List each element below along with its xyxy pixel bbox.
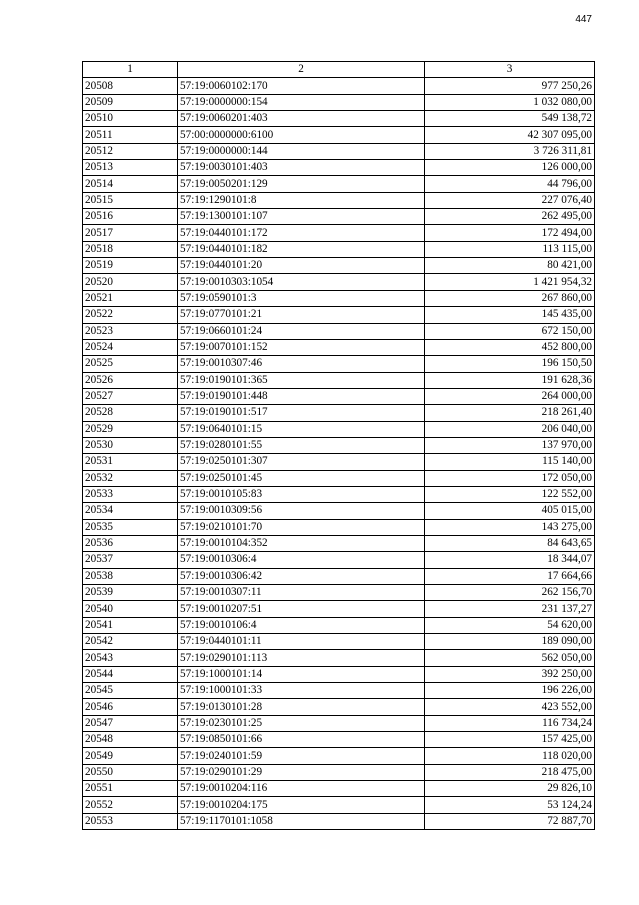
cadastral-number-cell: 57:19:0230101:25 xyxy=(178,715,425,731)
value-cell: 113 115,00 xyxy=(425,241,595,257)
table-row xyxy=(83,650,595,666)
table-row xyxy=(83,601,595,617)
value-cell: 191 628,36 xyxy=(425,372,595,388)
table-row xyxy=(83,699,595,715)
cadastral-number-cell: 57:19:0850101:66 xyxy=(178,732,425,748)
cadastral-number-cell: 57:19:0010105:83 xyxy=(178,486,425,502)
table-row xyxy=(83,307,595,323)
row-number-cell: 20517 xyxy=(83,225,178,241)
cadastral-number-cell: 57:19:0010303:1054 xyxy=(178,274,425,290)
table-row xyxy=(83,176,595,192)
value-cell: 672 150,00 xyxy=(425,323,595,339)
table-row xyxy=(83,797,595,813)
cadastral-number-cell: 57:19:0130101:28 xyxy=(178,699,425,715)
value-cell: 126 000,00 xyxy=(425,160,595,176)
table-row xyxy=(83,634,595,650)
cadastral-number-cell: 57:19:1170101:1058 xyxy=(178,813,425,829)
table-row xyxy=(83,486,595,502)
value-cell: 206 040,00 xyxy=(425,421,595,437)
row-number-cell: 20527 xyxy=(83,388,178,404)
row-number-cell: 20538 xyxy=(83,568,178,584)
table-row xyxy=(83,356,595,372)
value-cell: 562 050,00 xyxy=(425,650,595,666)
row-number-cell: 20525 xyxy=(83,356,178,372)
table-row xyxy=(83,666,595,682)
cadastral-number-cell: 57:19:0010204:175 xyxy=(178,797,425,813)
table-row xyxy=(83,585,595,601)
cadastral-number-cell: 57:19:1300101:107 xyxy=(178,209,425,225)
cadastral-number-cell: 57:19:0010307:46 xyxy=(178,356,425,372)
table-row xyxy=(83,388,595,404)
row-number-cell: 20511 xyxy=(83,127,178,143)
row-number-cell: 20547 xyxy=(83,715,178,731)
row-number-cell: 20516 xyxy=(83,209,178,225)
cadastral-number-cell: 57:19:0290101:29 xyxy=(178,764,425,780)
value-cell: 549 138,72 xyxy=(425,111,595,127)
table-row xyxy=(83,143,595,159)
table-row xyxy=(83,568,595,584)
row-number-cell: 20508 xyxy=(83,78,178,94)
value-cell: 1 421 954,32 xyxy=(425,274,595,290)
header-row xyxy=(83,62,595,78)
table-row xyxy=(83,781,595,797)
row-number-cell: 20553 xyxy=(83,813,178,829)
cadastral-number-cell: 57:19:0060102:170 xyxy=(178,78,425,94)
row-number-cell: 20546 xyxy=(83,699,178,715)
row-number-cell: 20512 xyxy=(83,143,178,159)
cadastral-number-cell: 57:19:0440101:172 xyxy=(178,225,425,241)
row-number-cell: 20549 xyxy=(83,748,178,764)
row-number-cell: 20552 xyxy=(83,797,178,813)
value-cell: 262 156,70 xyxy=(425,585,595,601)
table-row xyxy=(83,764,595,780)
cadastral-number-cell: 57:19:0010309:56 xyxy=(178,503,425,519)
table-row xyxy=(83,160,595,176)
table-row xyxy=(83,503,595,519)
value-cell: 267 860,00 xyxy=(425,290,595,306)
cadastral-number-cell: 57:19:0280101:55 xyxy=(178,437,425,453)
cadastral-number-cell: 57:19:0010306:4 xyxy=(178,552,425,568)
value-cell: 1 032 080,00 xyxy=(425,94,595,110)
value-cell: 264 000,00 xyxy=(425,388,595,404)
table-row xyxy=(83,454,595,470)
cadastral-number-cell: 57:19:1000101:33 xyxy=(178,683,425,699)
value-cell: 227 076,40 xyxy=(425,192,595,208)
table-header xyxy=(83,62,595,78)
row-number-cell: 20539 xyxy=(83,585,178,601)
table-row xyxy=(83,209,595,225)
column-header-3: 3 xyxy=(425,62,595,78)
cadastral-number-cell: 57:19:0190101:517 xyxy=(178,405,425,421)
value-cell: 172 050,00 xyxy=(425,470,595,486)
table-row xyxy=(83,323,595,339)
row-number-cell: 20532 xyxy=(83,470,178,486)
cadastral-number-cell: 57:19:0000000:154 xyxy=(178,94,425,110)
table-row xyxy=(83,241,595,257)
table-row xyxy=(83,372,595,388)
row-number-cell: 20519 xyxy=(83,258,178,274)
row-number-cell: 20531 xyxy=(83,454,178,470)
table-row xyxy=(83,715,595,731)
cadastral-number-cell: 57:19:0010307:11 xyxy=(178,585,425,601)
value-cell: 172 494,00 xyxy=(425,225,595,241)
value-cell: 145 435,00 xyxy=(425,307,595,323)
row-number-cell: 20536 xyxy=(83,535,178,551)
row-number-cell: 20548 xyxy=(83,732,178,748)
value-cell: 116 734,24 xyxy=(425,715,595,731)
table-row xyxy=(83,405,595,421)
value-cell: 84 643,65 xyxy=(425,535,595,551)
row-number-cell: 20540 xyxy=(83,601,178,617)
cadastral-number-cell: 57:19:0250101:307 xyxy=(178,454,425,470)
row-number-cell: 20529 xyxy=(83,421,178,437)
column-header-2: 2 xyxy=(178,62,425,78)
table-row xyxy=(83,225,595,241)
cadastral-number-cell: 57:19:0590101:3 xyxy=(178,290,425,306)
table-row xyxy=(83,470,595,486)
value-cell: 72 887,70 xyxy=(425,813,595,829)
row-number-cell: 20544 xyxy=(83,666,178,682)
cadastral-number-cell: 57:19:0190101:448 xyxy=(178,388,425,404)
table-row xyxy=(83,274,595,290)
cadastral-number-cell: 57:19:0010104:352 xyxy=(178,535,425,551)
table-row xyxy=(83,339,595,355)
table-row xyxy=(83,617,595,633)
value-cell: 143 275,00 xyxy=(425,519,595,535)
cadastral-number-cell: 57:19:0010204:116 xyxy=(178,781,425,797)
table-row xyxy=(83,127,595,143)
value-cell: 122 552,00 xyxy=(425,486,595,502)
page-number: 447 xyxy=(575,14,592,25)
value-cell: 218 475,00 xyxy=(425,764,595,780)
value-cell: 3 726 311,81 xyxy=(425,143,595,159)
table-row xyxy=(83,748,595,764)
table-row xyxy=(83,94,595,110)
row-number-cell: 20530 xyxy=(83,437,178,453)
table-row xyxy=(83,290,595,306)
value-cell: 392 250,00 xyxy=(425,666,595,682)
value-cell: 53 124,24 xyxy=(425,797,595,813)
row-number-cell: 20514 xyxy=(83,176,178,192)
value-cell: 196 150,50 xyxy=(425,356,595,372)
row-number-cell: 20518 xyxy=(83,241,178,257)
row-number-cell: 20542 xyxy=(83,634,178,650)
row-number-cell: 20551 xyxy=(83,781,178,797)
cadastral-number-cell: 57:19:1290101:8 xyxy=(178,192,425,208)
cadastral-number-cell: 57:19:0640101:15 xyxy=(178,421,425,437)
row-number-cell: 20523 xyxy=(83,323,178,339)
cadastral-number-cell: 57:19:0190101:365 xyxy=(178,372,425,388)
value-cell: 18 344,07 xyxy=(425,552,595,568)
cadastral-number-cell: 57:19:0440101:20 xyxy=(178,258,425,274)
value-cell: 137 970,00 xyxy=(425,437,595,453)
cadastral-number-cell: 57:19:0000000:144 xyxy=(178,143,425,159)
value-cell: 977 250,26 xyxy=(425,78,595,94)
row-number-cell: 20541 xyxy=(83,617,178,633)
table-body xyxy=(83,78,595,830)
cadastral-number-cell: 57:19:0010207:51 xyxy=(178,601,425,617)
cadastral-number-cell: 57:19:0250101:45 xyxy=(178,470,425,486)
row-number-cell: 20545 xyxy=(83,683,178,699)
cadastral-number-cell: 57:19:0440101:182 xyxy=(178,241,425,257)
row-number-cell: 20509 xyxy=(83,94,178,110)
row-number-cell: 20510 xyxy=(83,111,178,127)
value-cell: 54 620,00 xyxy=(425,617,595,633)
value-cell: 115 140,00 xyxy=(425,454,595,470)
row-number-cell: 20520 xyxy=(83,274,178,290)
cadastral-number-cell: 57:19:0030101:403 xyxy=(178,160,425,176)
value-cell: 80 421,00 xyxy=(425,258,595,274)
row-number-cell: 20537 xyxy=(83,552,178,568)
row-number-cell: 20522 xyxy=(83,307,178,323)
row-number-cell: 20513 xyxy=(83,160,178,176)
cadastral-number-cell: 57:19:1000101:14 xyxy=(178,666,425,682)
value-cell: 118 020,00 xyxy=(425,748,595,764)
table-row xyxy=(83,552,595,568)
column-header-1: 1 xyxy=(83,62,178,78)
value-cell: 405 015,00 xyxy=(425,503,595,519)
value-cell: 231 137,27 xyxy=(425,601,595,617)
cadastral-number-cell: 57:19:0240101:59 xyxy=(178,748,425,764)
cadastral-number-cell: 57:19:0010306:42 xyxy=(178,568,425,584)
row-number-cell: 20524 xyxy=(83,339,178,355)
value-cell: 423 552,00 xyxy=(425,699,595,715)
row-number-cell: 20535 xyxy=(83,519,178,535)
value-cell: 44 796,00 xyxy=(425,176,595,192)
value-cell: 218 261,40 xyxy=(425,405,595,421)
row-number-cell: 20528 xyxy=(83,405,178,421)
table-row xyxy=(83,111,595,127)
table-row xyxy=(83,258,595,274)
table-row xyxy=(83,192,595,208)
cadastral-number-cell: 57:19:0070101:152 xyxy=(178,339,425,355)
row-number-cell: 20515 xyxy=(83,192,178,208)
table-row xyxy=(83,813,595,829)
cadastral-number-cell: 57:19:0060201:403 xyxy=(178,111,425,127)
value-cell: 157 425,00 xyxy=(425,732,595,748)
row-number-cell: 20534 xyxy=(83,503,178,519)
cadastral-number-cell: 57:00:0000000:6100 xyxy=(178,127,425,143)
value-cell: 17 664,66 xyxy=(425,568,595,584)
value-cell: 29 826,10 xyxy=(425,781,595,797)
row-number-cell: 20521 xyxy=(83,290,178,306)
row-number-cell: 20526 xyxy=(83,372,178,388)
cadastral-number-cell: 57:19:0050201:129 xyxy=(178,176,425,192)
cadastral-number-cell: 57:19:0010106:4 xyxy=(178,617,425,633)
cadastral-number-cell: 57:19:0770101:21 xyxy=(178,307,425,323)
value-cell: 42 307 095,00 xyxy=(425,127,595,143)
registry-table xyxy=(82,61,595,830)
row-number-cell: 20543 xyxy=(83,650,178,666)
cadastral-number-cell: 57:19:0210101:70 xyxy=(178,519,425,535)
table-row xyxy=(83,683,595,699)
value-cell: 196 226,00 xyxy=(425,683,595,699)
row-number-cell: 20533 xyxy=(83,486,178,502)
table-row xyxy=(83,519,595,535)
table-row xyxy=(83,535,595,551)
table-row xyxy=(83,78,595,94)
cadastral-number-cell: 57:19:0290101:113 xyxy=(178,650,425,666)
table-row xyxy=(83,437,595,453)
cadastral-number-cell: 57:19:0440101:11 xyxy=(178,634,425,650)
cadastral-number-cell: 57:19:0660101:24 xyxy=(178,323,425,339)
value-cell: 189 090,00 xyxy=(425,634,595,650)
table-row xyxy=(83,732,595,748)
value-cell: 262 495,00 xyxy=(425,209,595,225)
value-cell: 452 800,00 xyxy=(425,339,595,355)
table-row xyxy=(83,421,595,437)
row-number-cell: 20550 xyxy=(83,764,178,780)
